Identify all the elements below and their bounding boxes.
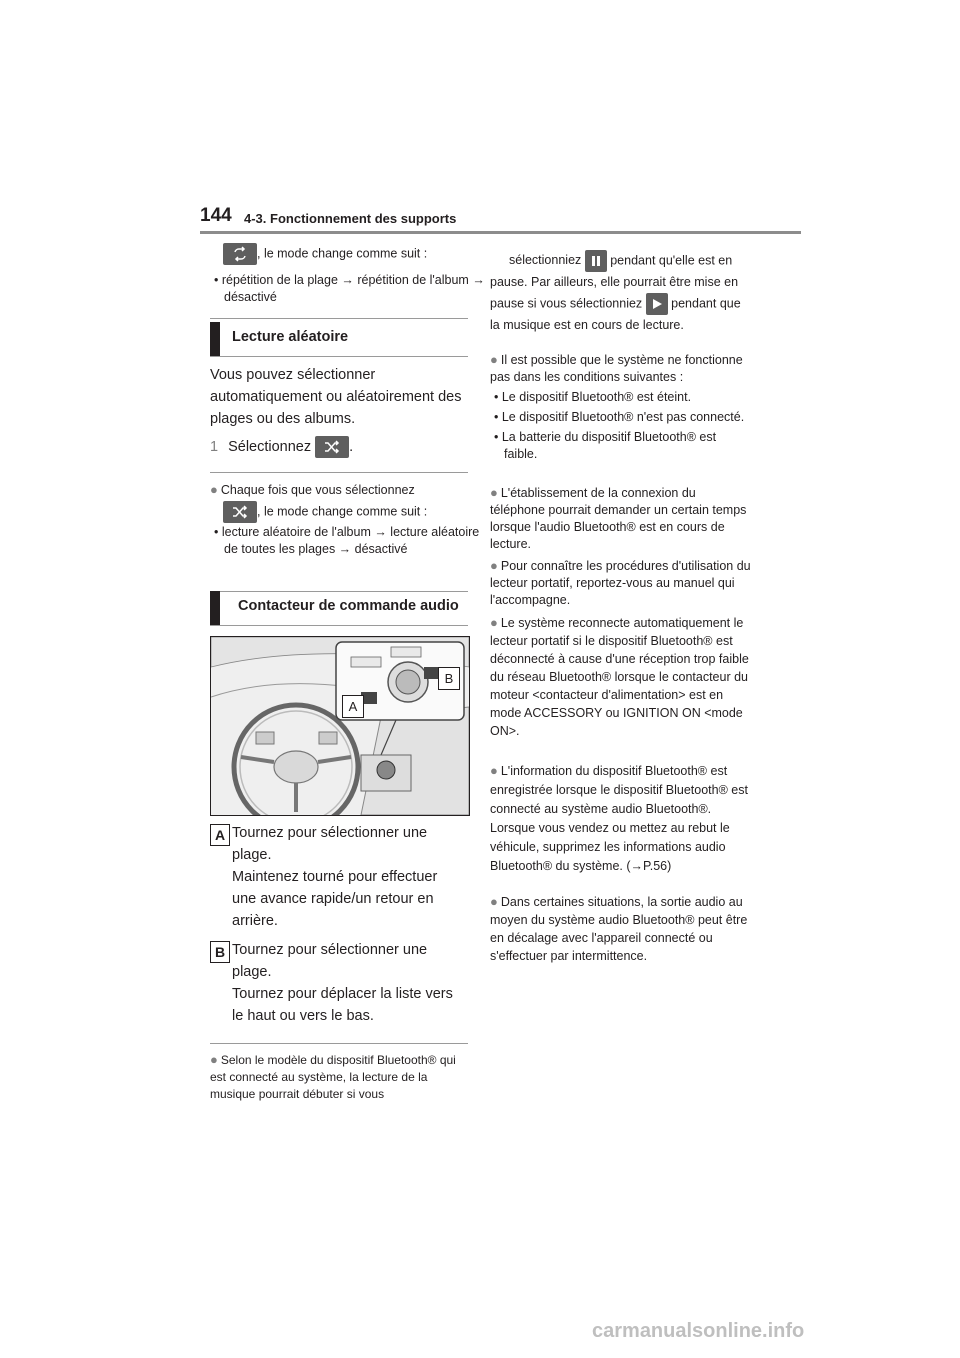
note-conditions: ● Il est possible que le système ne fonctionne pas dans les conditions suivantes : • Le dispositif Bluetooth® est éteint. • Le dispositif Bluetooth® n'est pas connecté. • La batterie du dispositif Bluetooth® est faible.: [490, 351, 752, 463]
steering-illustration: [210, 636, 470, 816]
label-a: A: [210, 824, 230, 846]
header-rule: [200, 231, 801, 234]
step-text: Sélectionnez: [228, 439, 312, 455]
divider: [210, 591, 468, 592]
divider: [210, 318, 468, 319]
continuation: sélectionniez pendant qu'elle est en pause. Par ailleurs, elle pourrait être mise en pause si vous sélectionniez pendant que la musique est en cours de lecture.: [490, 250, 752, 336]
condition-item: • Le dispositif Bluetooth® n'est pas connecté.: [494, 410, 745, 424]
divider: [210, 472, 468, 473]
page-number: 144: [200, 205, 232, 226]
condition-item: • La batterie du dispositif Bluetooth® est faible.: [494, 430, 717, 461]
repeat-sequence: • répétition de la plage → répétition de l'album → désactivé: [214, 273, 485, 304]
item-a: Tournez pour sélectionner une plage. Maintenez tourné pour effectuer une avance rapide/un retour en arrière.: [232, 825, 438, 929]
repeat-line: [210, 243, 472, 265]
repeat-button-icon: [223, 243, 257, 265]
shuffle-button-icon: [315, 436, 349, 458]
image-label-b: B: [438, 667, 460, 690]
step-number: 1: [210, 439, 219, 455]
note-shuffle: ● Chaque fois que vous sélectionnez: [210, 482, 415, 497]
divider: [210, 625, 468, 626]
divider: [210, 356, 468, 357]
note-info-registered: ● L'information du dispositif Bluetooth® est enregistrée lorsque le dispositif Bluetooth® est connecté au système audio Bluetooth®. Lorsque vous vendez ou mettez au rebut le véhicule, supprimez les informations audio Bluetooth® du système. (→P.56): [490, 763, 748, 873]
note-bluetooth-model: ● Selon le modèle du dispositif Bluetooth® qui est connecté au système, la lecture de la musique pourrait débuter si vous: [210, 1052, 456, 1101]
note-reconnect: ● Le système reconnecte automatiquement le lecteur portatif si le dispositif Bluetooth® est déconnecté à cause d'une réception trop faible du réseau Bluetooth® lorsque le contacteur du moteur <contacteur d'alimentation> est en mode ACCESSORY ou IGNITION ON <mode ON>.: [490, 615, 749, 738]
note-shuffle-line2: , le mode change comme suit :: [210, 501, 472, 523]
note-shuffle-sequence: • lecture aléatoire de l'album → lecture aléatoire de toutes les plages → désactivé: [214, 525, 480, 556]
repeat-tail: , le mode change comme suit :: [257, 246, 428, 261]
watermark: carmanualsonline.info: [592, 1320, 805, 1342]
section-marker: [210, 591, 220, 625]
section-title-audio-switch: Contacteur de commande audio: [238, 598, 459, 614]
label-b: B: [210, 941, 230, 963]
pause-button-icon: [585, 250, 607, 272]
image-label-a: A: [342, 695, 364, 718]
section-title: 4-3. Fonctionnement des supports: [244, 211, 457, 226]
item-b: Tournez pour sélectionner une plage. Tournez pour déplacer la liste vers le haut ou vers le bas.: [232, 942, 453, 1024]
condition-item: • Le dispositif Bluetooth® est éteint.: [494, 390, 692, 404]
note-procedures: ● Pour connaître les procédures d'utilisation du lecteur portatif, reportez-vous au manuel qui l'accompagne.: [490, 558, 751, 607]
note-connection-time: ● L'établissement de la connexion du téléphone pourrait demander un certain temps lorsque l'audio Bluetooth® est en cours de lecture.: [490, 485, 747, 551]
section-title-shuffle: Lecture aléatoire: [232, 329, 349, 345]
section-marker: [210, 322, 220, 356]
play-button-icon: [646, 293, 668, 315]
shuffle-button-icon: [223, 501, 257, 523]
divider: [210, 1043, 468, 1044]
step-1: 1 Sélectionnez .: [210, 436, 472, 458]
shuffle-intro: Vous pouvez sélectionner automatiquement ou aléatoirement des plages ou des albums.: [210, 367, 462, 427]
note-audio-delay: ● Dans certaines situations, la sortie audio au moyen du système audio Bluetooth® peut être en décalage avec l'appareil connecté ou s'effectuer par intermittence.: [490, 894, 748, 963]
